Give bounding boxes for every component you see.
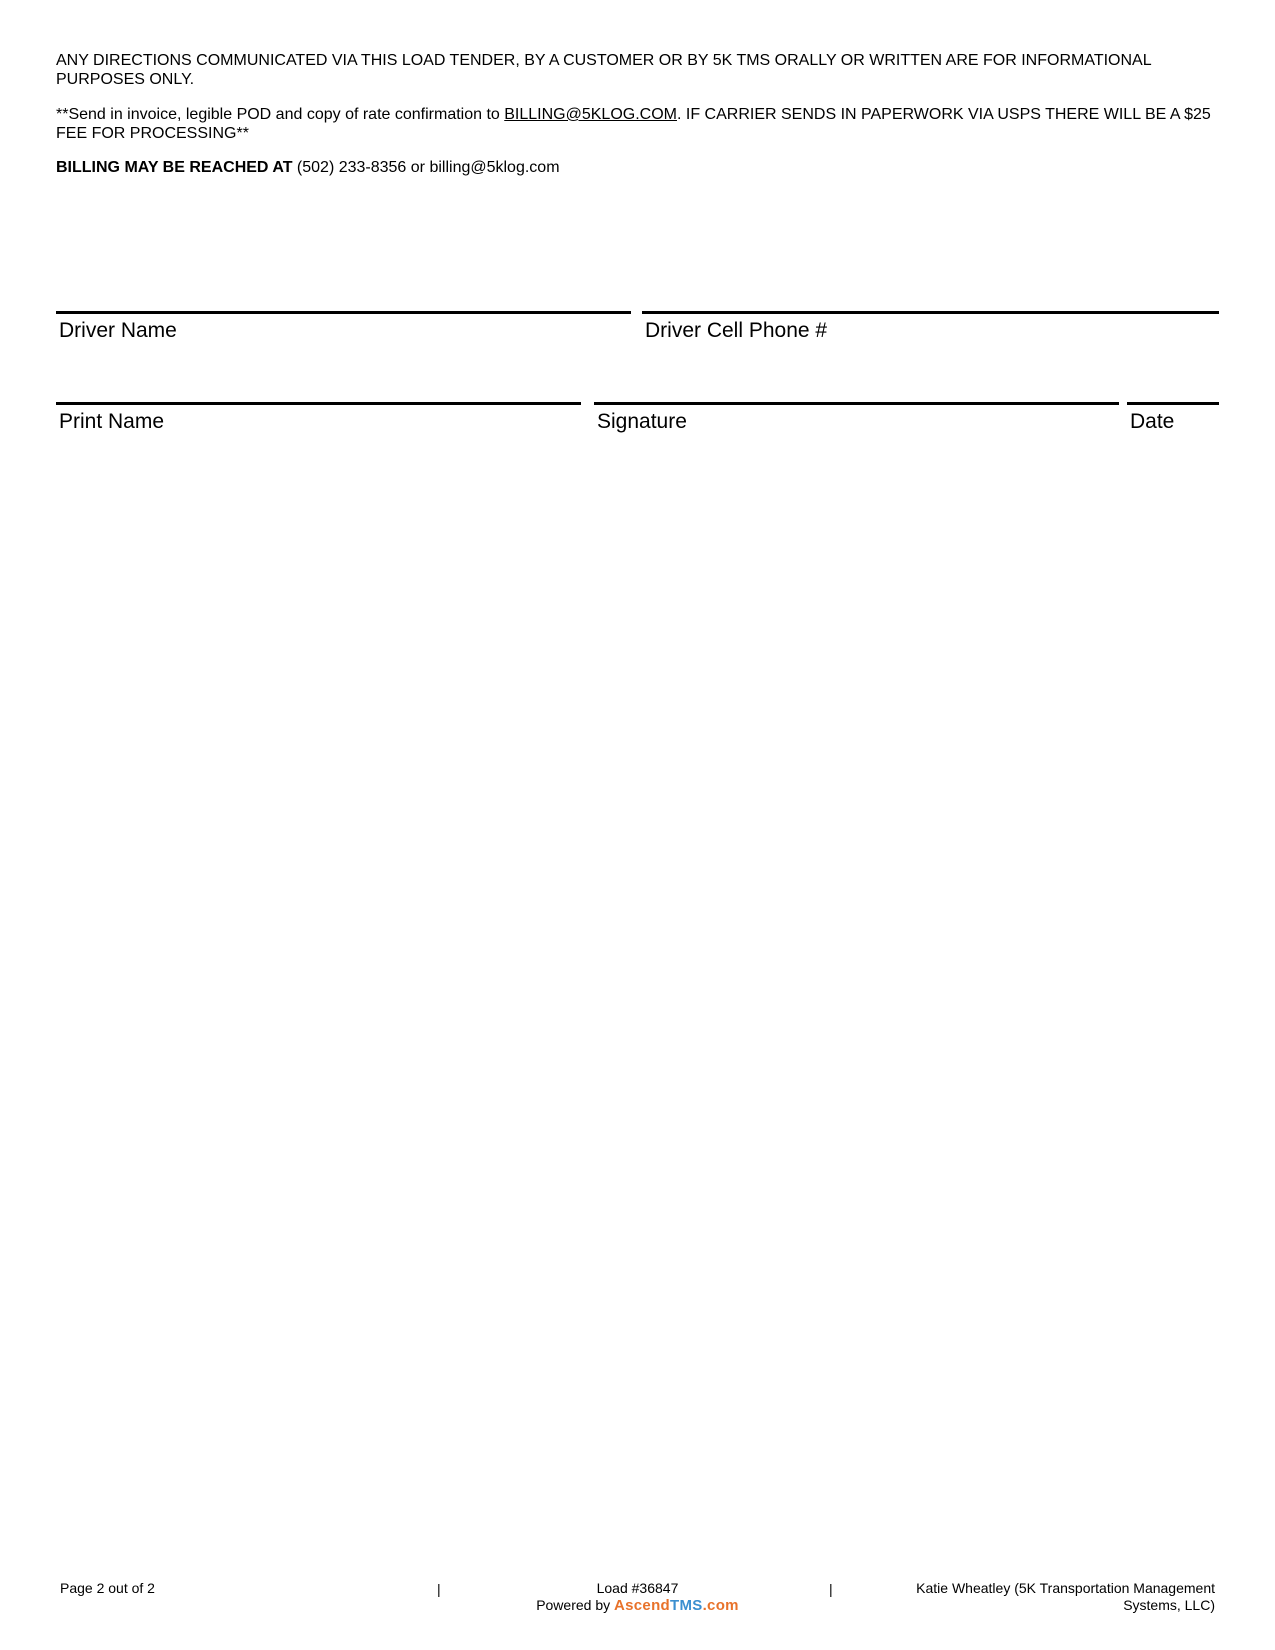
signature-line — [56, 311, 631, 314]
directions-text: ANY DIRECTIONS COMMUNICATED VIA THIS LOAD TENDER, BY A CUSTOMER OR BY 5K TMS ORALLY OR WRITTEN ARE FOR INFORMATIONAL PURPOSES ONLY. — [56, 52, 1152, 88]
footer-separator: | — [437, 1581, 441, 1597]
load-number: Load #36847 — [596, 1580, 679, 1596]
print-name-field[interactable] — [56, 402, 581, 434]
signature-line — [1127, 402, 1219, 405]
paperwork-prefix: **Send in invoice, legible POD and copy of rate confirmation to — [56, 106, 505, 123]
signature-line — [594, 402, 1119, 405]
brand-tms: TMS — [670, 1597, 703, 1614]
footer-center — [500, 1580, 775, 1614]
footer-author: Katie Wheatley (5K Transportation Management Systems, LLC) — [916, 1580, 1215, 1613]
driver-phone-field[interactable] — [642, 311, 1219, 343]
print-name-label: Print Name — [59, 410, 165, 433]
paperwork-suffix: . IF CARRIER SENDS IN PAPERWORK VIA USPS THERE WILL BE A $25 FEE FOR PROCESSING** — [56, 106, 1211, 142]
directions-notice — [56, 52, 1216, 89]
date-label: Date — [1130, 410, 1175, 433]
billing-contact: (502) 233-8356 or billing@5klog.com — [292, 159, 560, 176]
signature-line — [56, 402, 581, 405]
driver-name-label: Driver Name — [59, 319, 177, 342]
powered-by-label: Powered by — [536, 1597, 615, 1613]
driver-name-field[interactable] — [56, 311, 631, 343]
page-number: Page 2 out of 2 — [60, 1580, 155, 1596]
footer-separator: | — [829, 1581, 833, 1597]
signature-label: Signature — [597, 410, 687, 433]
paperwork-notice — [56, 106, 1216, 143]
billing-label: BILLING MAY BE REACHED AT — [56, 159, 293, 176]
brand-ascend: Ascend — [614, 1597, 671, 1614]
signature-field[interactable] — [594, 402, 1119, 434]
billing-contact-notice — [56, 159, 1216, 178]
ascendtms-logo[interactable] — [614, 1597, 739, 1614]
billing-email-link[interactable]: BILLING@5KLOG.COM — [504, 106, 677, 123]
date-field[interactable] — [1127, 402, 1219, 434]
signature-line — [642, 311, 1219, 314]
brand-dotcom: .com — [702, 1597, 739, 1614]
driver-phone-label: Driver Cell Phone # — [645, 319, 828, 342]
powered-by — [500, 1597, 775, 1614]
